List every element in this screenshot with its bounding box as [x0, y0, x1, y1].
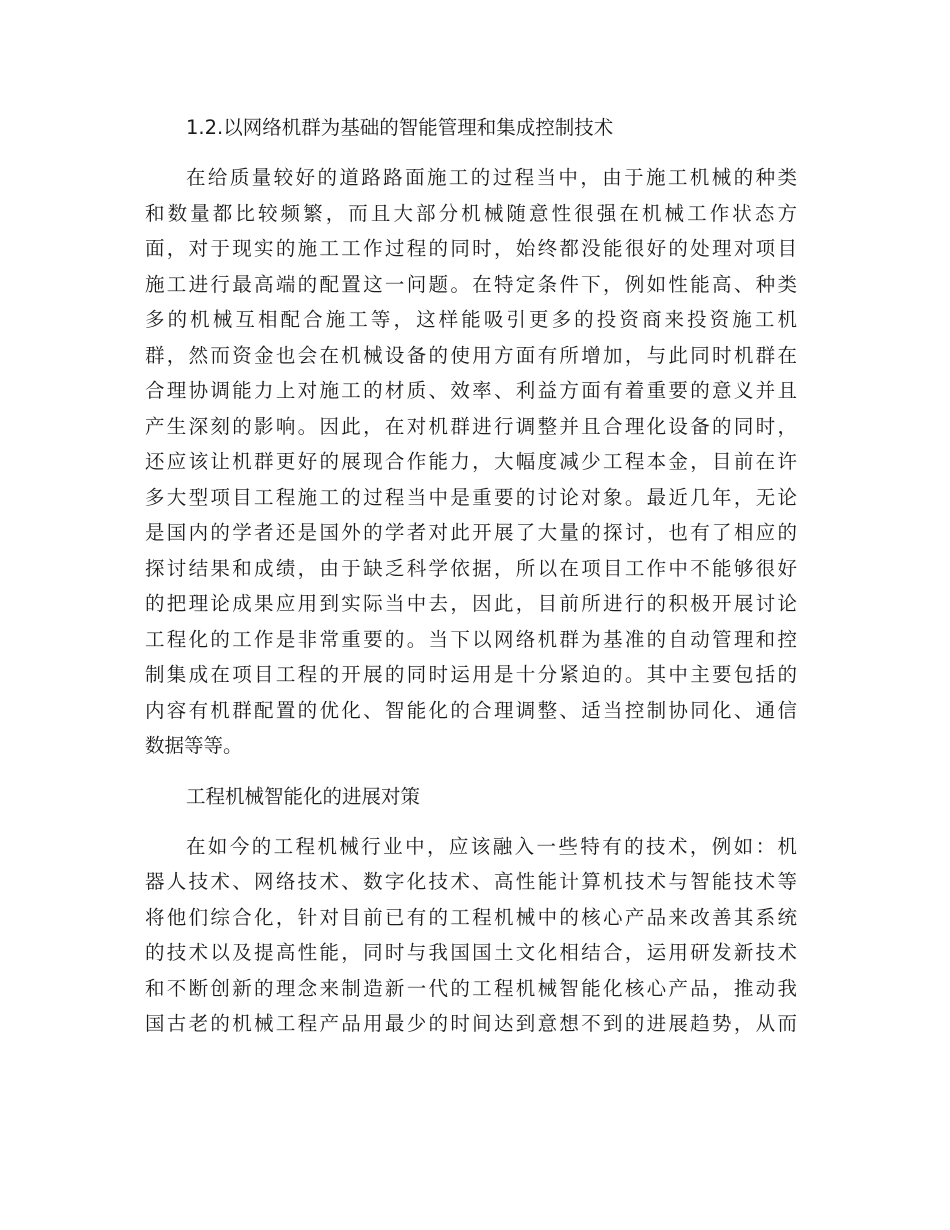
- text-line: 合理协调能力上对施工的材质、效率、利益方面有着重要的意义并且: [145, 379, 797, 402]
- section-heading-development-strategy: 工程机械智能化的进展对策: [186, 784, 421, 808]
- text-line: 施工进行最高端的配置这一问题。在特定条件下，例如性能高、种类: [145, 272, 797, 296]
- text-line: 产生深刻的影响。因此，在对机群进行调整并且合理化设备的同时，: [145, 414, 797, 438]
- text-line: 多的机械互相配合施工等，这样能吸引更多的投资商来投资施工机: [145, 308, 797, 331]
- text-line: 工程化的工作是非常重要的。当下以网络机群为基准的自动管理和控: [145, 627, 797, 651]
- text-line: 多大型项目工程施工的过程当中是重要的讨论对象。最近几年，无论: [145, 485, 797, 509]
- text-line: 和不断创新的理念来制造新一代的工程机械智能化核心产品，推动我: [145, 976, 797, 1000]
- section-heading-1-2: 1.2.以网络机群为基础的智能管理和集成控制技术: [186, 116, 614, 139]
- text-line: 在如今的工程机械行业中，应该融入一些特有的技术，例如：机: [186, 834, 797, 858]
- text-line: 将他们综合化，针对目前已有的工程机械中的核心产品来改善其系统: [145, 905, 797, 929]
- text-line: 的把理论成果应用到实际当中去，因此，目前所进行的积极开展讨论: [145, 592, 797, 615]
- text-line: 的技术以及提高性能，同时与我国国土文化相结合，运用研发新技术: [145, 941, 797, 964]
- text-line: 制集成在项目工程的开展的同时运用是十分紧迫的。其中主要包括的: [145, 663, 797, 686]
- text-line: 群，然而资金也会在机械设备的使用方面有所增加，与此同时机群在: [145, 343, 797, 367]
- paragraph-development-strategy: [145, 829, 797, 1042]
- text-line: 数据等等。: [145, 734, 243, 757]
- paragraph-network-cluster: [145, 160, 797, 764]
- text-line: 是国内的学者还是国外的学者对此开展了大量的探讨，也有了相应的: [145, 521, 797, 544]
- text-line: 器人技术、网络技术、数字化技术、高性能计算机技术与智能技术等: [145, 870, 797, 893]
- text-line: 在给质量较好的道路路面施工的过程当中，由于施工机械的种类: [186, 166, 797, 189]
- text-line: 探讨结果和成绩，由于缺乏科学依据，所以在项目工作中不能够很好: [145, 556, 797, 580]
- text-line: 还应该让机群更好的展现合作能力，大幅度减少工程本金，目前在许: [145, 450, 797, 473]
- document-body: [145, 110, 797, 1057]
- text-line: 国古老的机械工程产品用最少的时间达到意想不到的进展趋势，从而: [145, 1012, 797, 1035]
- text-line: 内容有机群配置的优化、智能化的合理调整、适当控制协同化、通信: [145, 698, 797, 722]
- text-line: 面，对于现实的施工工作过程的同时，始终都没能很好的处理对项目: [145, 237, 797, 260]
- text-line: 和数量都比较频繁，而且大部分机械随意性很强在机械工作状态方: [145, 201, 797, 225]
